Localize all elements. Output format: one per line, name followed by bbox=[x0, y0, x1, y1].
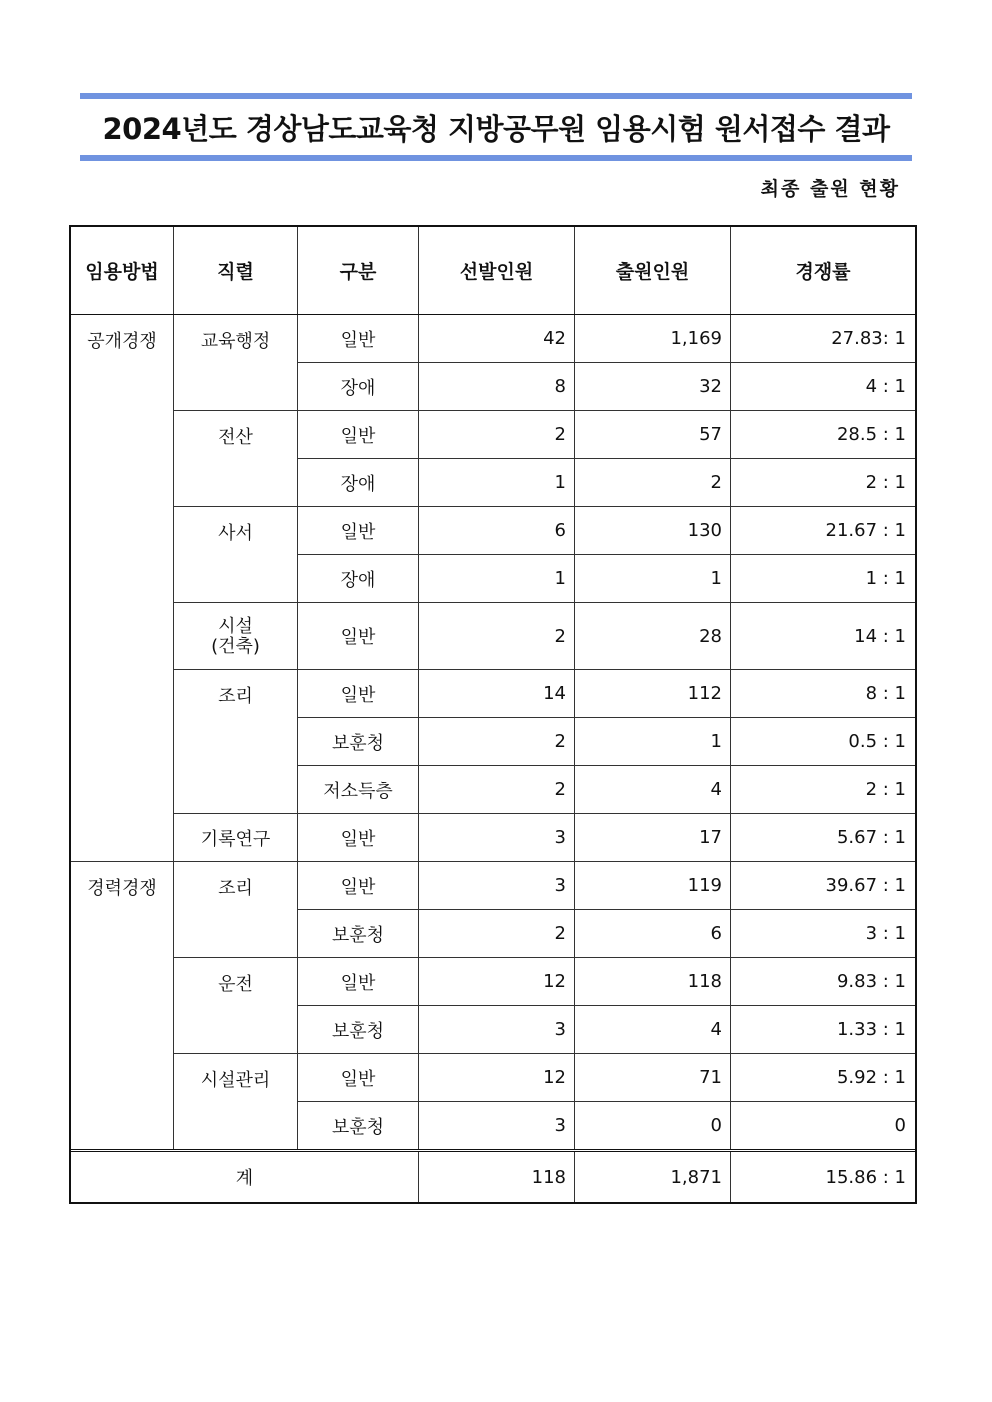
type-cell: 일반 bbox=[298, 411, 419, 459]
type-cell: 일반 bbox=[298, 507, 419, 555]
rate-cell: 1.33 : 1 bbox=[731, 1006, 916, 1054]
type-cell: 일반 bbox=[298, 670, 419, 718]
table-row bbox=[71, 603, 916, 670]
table-row bbox=[71, 670, 916, 718]
series-cell: 운전 bbox=[174, 958, 298, 1054]
total-label: 계 bbox=[71, 1151, 419, 1203]
series-cell: 시설관리 bbox=[174, 1054, 298, 1151]
selected-cell: 3 bbox=[419, 1102, 575, 1151]
type-cell: 일반 bbox=[298, 958, 419, 1006]
applied-cell: 28 bbox=[575, 603, 731, 670]
method-cell: 경력경쟁 bbox=[71, 862, 174, 1151]
selected-cell: 3 bbox=[419, 814, 575, 862]
type-cell: 저소득층 bbox=[298, 766, 419, 814]
selected-cell: 42 bbox=[419, 315, 575, 363]
type-cell: 장애 bbox=[298, 459, 419, 507]
type-cell: 일반 bbox=[298, 814, 419, 862]
total-row bbox=[71, 1151, 916, 1203]
header-series: 직렬 bbox=[174, 227, 298, 315]
rate-cell: 5.92 : 1 bbox=[731, 1054, 916, 1102]
applied-cell: 1 bbox=[575, 555, 731, 603]
table-row bbox=[71, 862, 916, 910]
rate-cell: 2 : 1 bbox=[731, 766, 916, 814]
rate-cell: 9.83 : 1 bbox=[731, 958, 916, 1006]
applied-cell: 0 bbox=[575, 1102, 731, 1151]
header-selected: 선발인원 bbox=[419, 227, 575, 315]
rate-cell: 2 : 1 bbox=[731, 459, 916, 507]
selected-cell: 2 bbox=[419, 411, 575, 459]
selected-cell: 3 bbox=[419, 1006, 575, 1054]
rate-cell: 0.5 : 1 bbox=[731, 718, 916, 766]
applied-cell: 2 bbox=[575, 459, 731, 507]
results-table bbox=[70, 226, 916, 1203]
total-applied: 1,871 bbox=[575, 1151, 731, 1203]
rate-cell: 8 : 1 bbox=[731, 670, 916, 718]
type-cell: 일반 bbox=[298, 603, 419, 670]
applied-cell: 1,169 bbox=[575, 315, 731, 363]
type-cell: 일반 bbox=[298, 315, 419, 363]
selected-cell: 12 bbox=[419, 958, 575, 1006]
applied-cell: 118 bbox=[575, 958, 731, 1006]
rate-cell: 1 : 1 bbox=[731, 555, 916, 603]
table-row bbox=[71, 315, 916, 363]
page-title: 2024년도 경상남도교육청 지방공무원 임용시험 원서접수 결과 bbox=[102, 111, 890, 146]
table-row bbox=[71, 507, 916, 555]
applied-cell: 71 bbox=[575, 1054, 731, 1102]
selected-cell: 6 bbox=[419, 507, 575, 555]
rate-cell: 27.83: 1 bbox=[731, 315, 916, 363]
type-cell: 보훈청 bbox=[298, 1006, 419, 1054]
applied-cell: 6 bbox=[575, 910, 731, 958]
table-row bbox=[71, 1054, 916, 1102]
type-cell: 보훈청 bbox=[298, 1102, 419, 1151]
header-method: 임용방법 bbox=[71, 227, 174, 315]
type-cell: 일반 bbox=[298, 862, 419, 910]
rate-cell: 21.67 : 1 bbox=[731, 507, 916, 555]
applied-cell: 4 bbox=[575, 766, 731, 814]
series-name-line2: (건축) bbox=[211, 636, 260, 657]
table-row bbox=[71, 814, 916, 862]
series-cell: 사서 bbox=[174, 507, 298, 603]
rate-cell: 14 : 1 bbox=[731, 603, 916, 670]
selected-cell: 3 bbox=[419, 862, 575, 910]
rate-cell: 3 : 1 bbox=[731, 910, 916, 958]
selected-cell: 2 bbox=[419, 718, 575, 766]
method-cell: 공개경쟁 bbox=[71, 315, 174, 862]
rate-cell: 28.5 : 1 bbox=[731, 411, 916, 459]
applied-cell: 119 bbox=[575, 862, 731, 910]
type-cell: 장애 bbox=[298, 555, 419, 603]
rate-cell: 4 : 1 bbox=[731, 363, 916, 411]
type-cell: 일반 bbox=[298, 1054, 419, 1102]
applied-cell: 57 bbox=[575, 411, 731, 459]
total-selected: 118 bbox=[419, 1151, 575, 1203]
header-row bbox=[71, 227, 916, 315]
header-applied: 출원인원 bbox=[575, 227, 731, 315]
selected-cell: 12 bbox=[419, 1054, 575, 1102]
applied-cell: 32 bbox=[575, 363, 731, 411]
selected-cell: 1 bbox=[419, 459, 575, 507]
total-rate: 15.86 : 1 bbox=[731, 1151, 916, 1203]
header-type: 구분 bbox=[298, 227, 419, 315]
type-cell: 보훈청 bbox=[298, 910, 419, 958]
series-cell: 전산 bbox=[174, 411, 298, 507]
series-name-line1: 시설 bbox=[218, 616, 253, 637]
series-cell: 조리 bbox=[174, 670, 298, 814]
applied-cell: 4 bbox=[575, 1006, 731, 1054]
selected-cell: 1 bbox=[419, 555, 575, 603]
selected-cell: 14 bbox=[419, 670, 575, 718]
rate-cell: 0 bbox=[731, 1102, 916, 1151]
selected-cell: 2 bbox=[419, 603, 575, 670]
type-cell: 장애 bbox=[298, 363, 419, 411]
applied-cell: 1 bbox=[575, 718, 731, 766]
applied-cell: 130 bbox=[575, 507, 731, 555]
type-cell: 보훈청 bbox=[298, 718, 419, 766]
rate-cell: 5.67 : 1 bbox=[731, 814, 916, 862]
selected-cell: 8 bbox=[419, 363, 575, 411]
applied-cell: 112 bbox=[575, 670, 731, 718]
series-cell: 교육행정 bbox=[174, 315, 298, 411]
series-cell: 조리 bbox=[174, 862, 298, 958]
selected-cell: 2 bbox=[419, 910, 575, 958]
selected-cell: 2 bbox=[419, 766, 575, 814]
header-rate: 경쟁률 bbox=[731, 227, 916, 315]
title-rule-bottom bbox=[80, 155, 912, 161]
applied-cell: 17 bbox=[575, 814, 731, 862]
series-cell: 기록연구 bbox=[174, 814, 298, 862]
page-subtitle: 최종 출원 현황 bbox=[760, 178, 900, 200]
table-row bbox=[71, 958, 916, 1006]
table-row bbox=[71, 411, 916, 459]
title-rule-top bbox=[80, 93, 912, 99]
series-cell bbox=[174, 603, 298, 670]
rate-cell: 39.67 : 1 bbox=[731, 862, 916, 910]
